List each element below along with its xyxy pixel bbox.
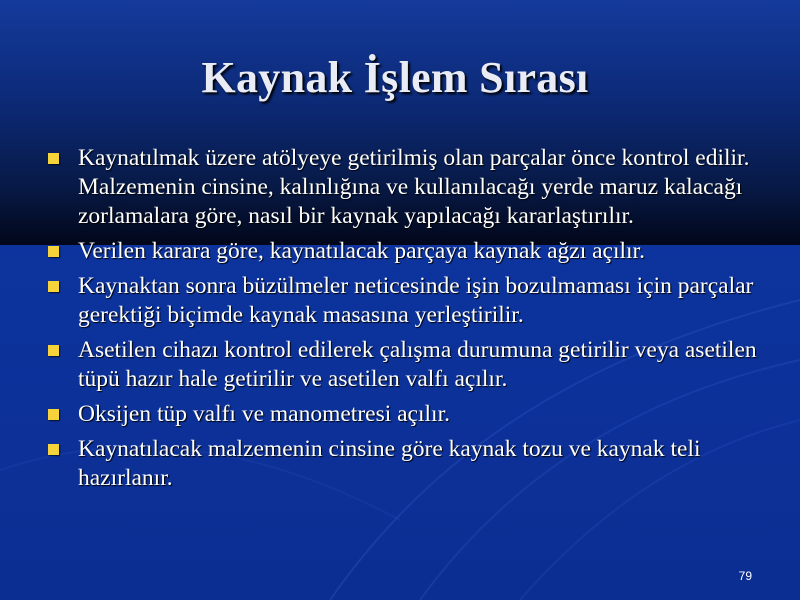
bullet-item bbox=[44, 237, 764, 266]
bullet-item bbox=[44, 435, 764, 493]
bullet-text: Verilen karara göre, kaynatılacak parçaya kaynak ağzı açılır. bbox=[78, 238, 645, 264]
bullet-item bbox=[44, 336, 764, 394]
bullet-item bbox=[44, 144, 764, 231]
bullet-text: Oksijen tüp valfı ve manometresi açılır. bbox=[78, 401, 450, 427]
bullet-text: Kaynatılmak üzere atölyeye getirilmiş olan parçalar önce kontrol edilir. Malzemenin cinsine, kalınlığına ve kullanılacağı yerde maruz kalacağı zorlamalara göre, nasıl bir kaynak yapılacağı kararlaştırılır. bbox=[78, 145, 750, 229]
square-bullet-icon bbox=[48, 153, 59, 164]
bullet-text: Asetilen cihazı kontrol edilerek çalışma durumuna getirilir veya asetilen tüpü hazır hale getirilir ve asetilen valfı açılır. bbox=[78, 337, 757, 392]
bullet-item bbox=[44, 400, 764, 429]
bullet-item bbox=[44, 272, 764, 330]
page-number: 79 bbox=[738, 569, 752, 583]
square-bullet-icon bbox=[48, 444, 59, 455]
bullet-text: Kaynaktan sonra büzülmeler neticesinde işin bozulmaması için parçalar gerektiği biçimde kaynak masasına yerleştirilir. bbox=[78, 273, 754, 328]
slide-title: Kaynak İşlem Sırası bbox=[201, 53, 589, 102]
square-bullet-icon bbox=[48, 281, 59, 292]
bullet-text: Kaynatılacak malzemenin cinsine göre kaynak tozu ve kaynak teli hazırlanır. bbox=[78, 436, 701, 491]
square-bullet-icon bbox=[48, 246, 59, 257]
bullet-list bbox=[44, 144, 764, 499]
square-bullet-icon bbox=[48, 409, 59, 420]
square-bullet-icon bbox=[48, 345, 59, 356]
